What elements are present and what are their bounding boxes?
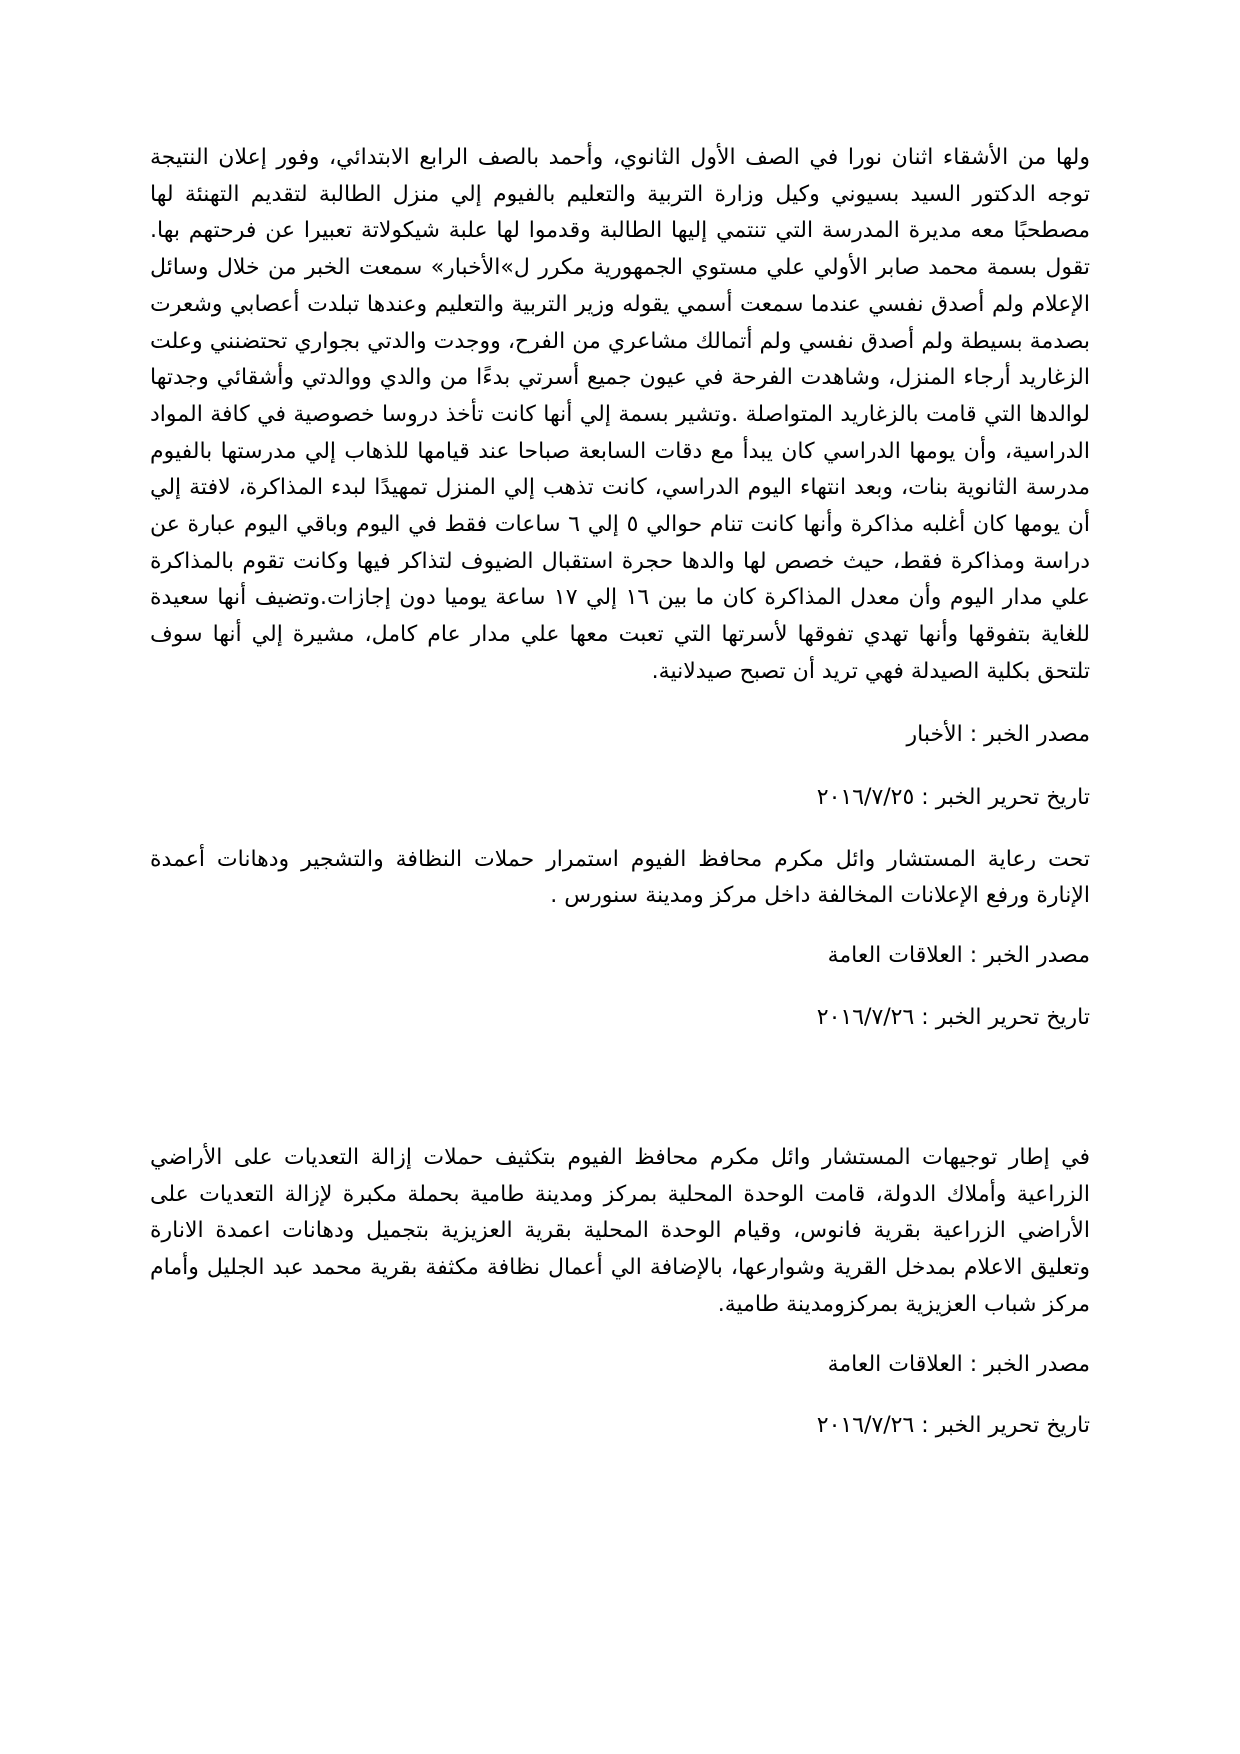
news-item-3-source: مصدر الخبر : العلاقات العامة <box>827 1352 1090 1378</box>
news-item-1-body: ولها من الأشقاء اثنان نورا في الصف الأول الثانوي، وأحمد بالصف الرابع الابتدائي، وفور إعلان النتيجة توجه الدكتور السيد بسيوني وكيل وزارة التربية والتعليم بالفيوم إلي منزل الطالبة لتقديم التهنئة لها مصطحبًا معه مديرة المدرسة التي تنتمي إليها الطالبة وقدموا لها علبة شيكولاتة تعبيرا عن فرحتهم بها. تقول بسمة محمد صابر الأولي علي مستوي الجمهورية مكرر ل»الأخبار» سمعت الخبر من خلال وسائل الإعلام ولم أصدق نفسي عندما سمعت أسمي يقوله وزير التربية والتعليم وعندها تبلدت أعصابي وشعرت بصدمة بسيطة ولم أصدق نفسي ولم أتمالك مشاعري من الفرح، ووجدت والدتي بجواري تحتضنني وعلت الزغاريد أرجاء المنزل، وشاهدت الفرحة في عيون جميع أسرتي بدءًا من والدي ووالدتي وأشقائي وجدتها لوالدها التي قامت بالزغاريد المتواصلة .وتشير بسمة إلي أنها كانت تأخذ دروسا خصوصية في كافة المواد الدراسية، وأن يومها الدراسي كان يبدأ مع دقات السابعة صباحا عند قيامها للذهاب إلي مدرستها بالفيوم مدرسة الثانوية بنات، وبعد انتهاء اليوم الدراسي، كانت تذهب إلي المنزل تمهيدًا لبدء المذاكرة، لافتة إلي أن يومها كان أغلبه مذاكرة وأنها كانت تنام حوالي ٥ إلي ٦ ساعات فقط في اليوم وباقي اليوم عبارة عن دراسة ومذاكرة فقط، حيث خصص لها والدها حجرة استقبال الضيوف لتذاكر فيها وكانت تقوم بالمذاكرة علي مدار اليوم وأن معدل المذاكرة كان ما بين ١٦ إلي ١٧ ساعة يوميا دون إجازات.وتضيف أنها سعيدة للغاية بتفوقها وأنها تهدي تفوقها لأسرتها التي تعبت معها علي مدار عام كامل، مشيرة إلي أنها سوف تلتحق بكلية الصيدلة فهي تريد أن تصبح صيدلانية. <box>150 145 1091 684</box>
news-item-2 <box>150 842 1090 1036</box>
news-item-3-date: تاريخ تحرير الخبر : ٢٠١٦/٧/٢٦ <box>816 1413 1090 1439</box>
news-item-3-body: في إطار توجيهات المستشار وائل مكرم محافظ الفيوم بتكثيف حملات إزالة التعديات على الأراضي الزراعية وأملاك الدولة، قامت الوحدة المحلية بمركز ومدينة طامية بحملة مكبرة لإزالة التعديات على الأراضي الزراعية بقرية فانوس، وقيام الوحدة المحلية بقرية العزيزية بتجميل ودهانات اعمدة الانارة وتعليق الاعلام بمدخل القرية وشوارعها، بالإضافة الي أعمال نظافة مكثفة بقرية محمد عبد الجليل وأمام مركز شباب العزيزية بمركزومدينة طامية. <box>150 1144 1090 1317</box>
document-page <box>150 140 1090 1444</box>
news-item-3 <box>150 1140 1090 1445</box>
news-item-1-source: مصدر الخبر : الأخبار <box>906 721 1090 747</box>
news-item-2-body: تحت رعاية المستشار وائل مكرم محافظ الفيوم استمرار حملات النظافة والتشجير ودهانات أعمدة الإنارة ورفع الإعلانات المخالفة داخل مركز ومدينة سنورس . <box>150 846 1090 909</box>
news-item-2-date: تاريخ تحرير الخبر : ٢٠١٦/٧/٢٦ <box>816 1004 1090 1030</box>
news-item-1 <box>150 140 1090 816</box>
news-item-1-date: تاريخ تحرير الخبر : ٢٠١٦/٧/٢٥ <box>816 784 1090 810</box>
news-item-2-source: مصدر الخبر : العلاقات العامة <box>827 942 1090 968</box>
